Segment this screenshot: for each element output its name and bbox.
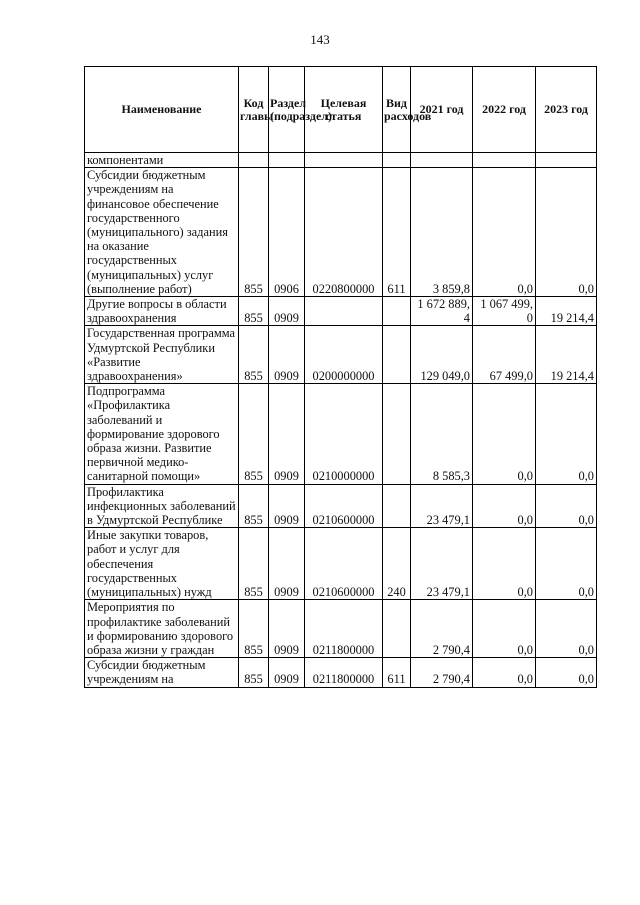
header-name: Наименование [85,67,239,153]
row-target-article: 0220800000 [305,168,383,297]
header-year-2023: 2023 год [536,67,597,153]
row-amount-2021: 2 790,4 [411,600,473,658]
row-amount-2023: 19 214,4 [536,297,597,326]
row-chapter-code: 855 [239,297,269,326]
row-amount-2021: 3 859,8 [411,168,473,297]
row-section [269,153,305,168]
row-chapter-code: 855 [239,168,269,297]
row-amount-2021: 8 585,3 [411,384,473,484]
row-name: Субсидии бюджетным учреждениям на [85,658,239,687]
row-name: Другие вопросы в области здравоохранения [85,297,239,326]
row-target-article: 0211800000 [305,600,383,658]
row-section: 0906 [269,168,305,297]
row-amount-2022: 67 499,0 [473,326,536,384]
row-chapter-code: 855 [239,600,269,658]
header-year-2021: 2021 год [411,67,473,153]
row-amount-2021: 23 479,1 [411,484,473,528]
row-section: 0909 [269,297,305,326]
row-expense-type: 611 [383,658,411,687]
row-expense-type [383,484,411,528]
row-amount-2023: 0,0 [536,168,597,297]
row-expense-type [383,600,411,658]
table-row [85,384,597,484]
row-amount-2021: 2 790,4 [411,658,473,687]
row-name: Подпрограмма «Профилактика заболеваний и формирование здорового образа жизни. Развитие первичной медико-санитарной помощи» [85,384,239,484]
table-row [85,168,597,297]
row-expense-type: 240 [383,528,411,600]
row-expense-type [383,297,411,326]
header-target-article: Целевая статья [305,67,383,153]
row-amount-2023: 19 214,4 [536,326,597,384]
header-section: Раздел (подраздел) [269,67,305,153]
header-year-2022: 2022 год [473,67,536,153]
table-body [85,153,597,688]
row-amount-2023: 0,0 [536,484,597,528]
row-amount-2022: 0,0 [473,600,536,658]
row-chapter-code: 855 [239,528,269,600]
row-amount-2022: 0,0 [473,528,536,600]
row-target-article [305,153,383,168]
row-amount-2022: 0,0 [473,658,536,687]
row-amount-2021 [411,153,473,168]
row-target-article [305,297,383,326]
budget-table [84,66,597,688]
row-expense-type [383,326,411,384]
row-name: Профилактика инфекционных заболеваний в Удмуртской Республике [85,484,239,528]
row-section: 0909 [269,384,305,484]
row-amount-2022: 0,0 [473,484,536,528]
table-header-row [85,67,597,153]
row-expense-type [383,384,411,484]
row-chapter-code: 855 [239,484,269,528]
row-name: Мероприятия по профилактике заболеваний и формированию здорового образа жизни у граждан [85,600,239,658]
row-name: компонентами [85,153,239,168]
row-target-article: 0200000000 [305,326,383,384]
row-amount-2021: 23 479,1 [411,528,473,600]
table-row [85,528,597,600]
row-amount-2022: 0,0 [473,384,536,484]
row-target-article: 0211800000 [305,658,383,687]
header-expense-type: Вид расходов [383,67,411,153]
row-name: Государственная программа Удмуртской Республики «Развитие здравоохранения» [85,326,239,384]
row-section: 0909 [269,484,305,528]
row-amount-2022: 0,0 [473,168,536,297]
row-name: Субсидии бюджетным учреждениям на финансовое обеспечение государственного (муниципального) задания на оказание государственных (муниципальных) услуг (выполнение работ) [85,168,239,297]
table-row [85,326,597,384]
row-target-article: 0210000000 [305,384,383,484]
header-chapter-code: Код главы [239,67,269,153]
row-amount-2023: 0,0 [536,384,597,484]
row-expense-type [383,153,411,168]
row-amount-2022: 1 067 499,0 [473,297,536,326]
page-number: 143 [310,32,330,47]
row-target-article: 0210600000 [305,528,383,600]
row-name: Иные закупки товаров, работ и услуг для обеспечения государственных (муниципальных) нужд [85,528,239,600]
row-section: 0909 [269,326,305,384]
row-amount-2023 [536,153,597,168]
row-chapter-code: 855 [239,384,269,484]
row-amount-2023: 0,0 [536,528,597,600]
table-row [85,153,597,168]
row-amount-2021: 1 672 889,4 [411,297,473,326]
row-amount-2022 [473,153,536,168]
table-row [85,297,597,326]
row-target-article: 0210600000 [305,484,383,528]
row-chapter-code: 855 [239,326,269,384]
row-section: 0909 [269,528,305,600]
row-amount-2021: 129 049,0 [411,326,473,384]
table-row [85,484,597,528]
row-section: 0909 [269,600,305,658]
row-amount-2023: 0,0 [536,658,597,687]
row-chapter-code [239,153,269,168]
row-expense-type: 611 [383,168,411,297]
table-row [85,600,597,658]
row-section: 0909 [269,658,305,687]
table-row [85,658,597,687]
row-amount-2023: 0,0 [536,600,597,658]
row-chapter-code: 855 [239,658,269,687]
